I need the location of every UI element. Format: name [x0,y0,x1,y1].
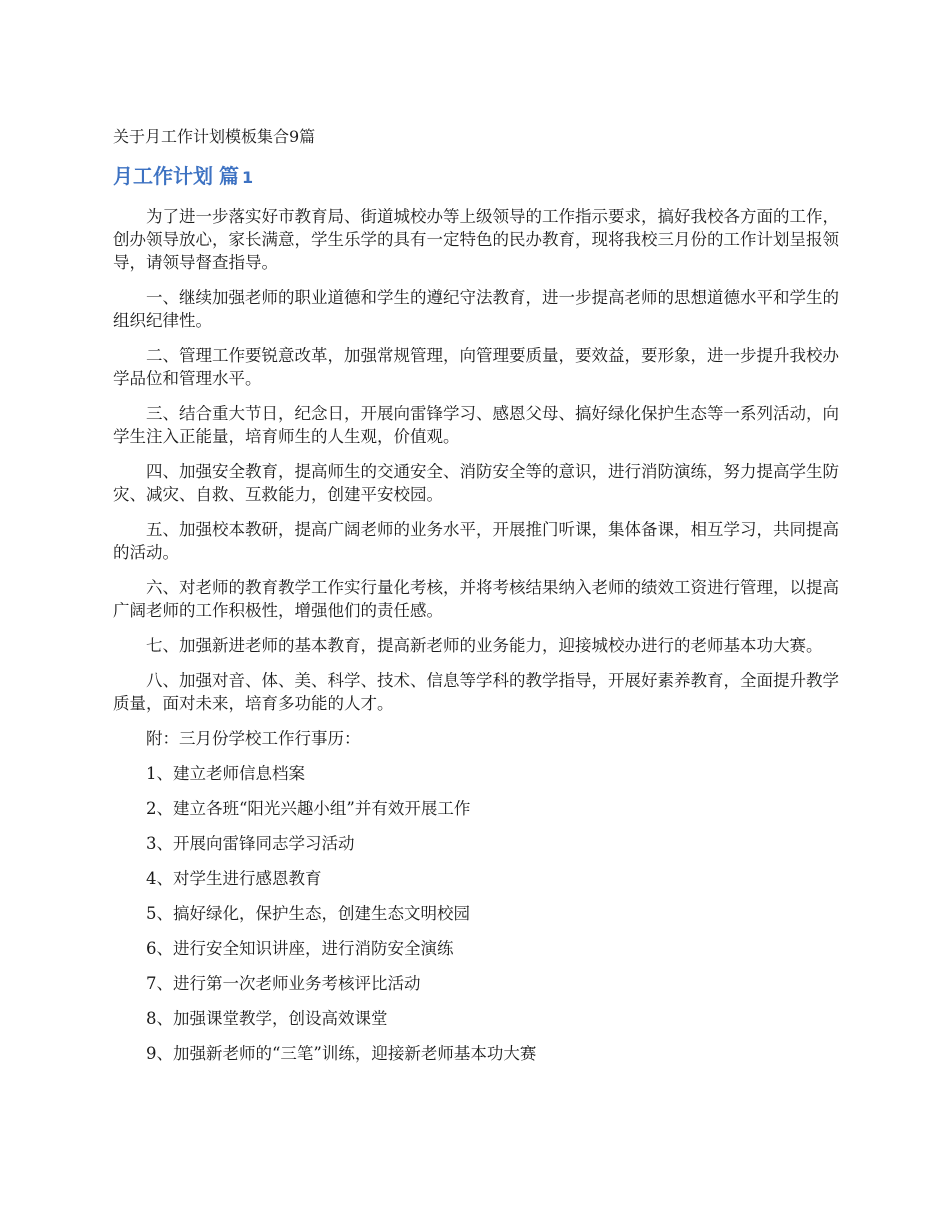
list-item: 1、建立老师信息档案 [146,764,305,783]
intro-paragraph: 为了进一步落实好市教育局、街道城校办等上级领导的工作指示要求，搞好我校各方面的工作，创办领导放心，家长满意，学生乐学的具有一定特色的民办教育，现将我校三月份的工作计划呈报领导，请领导督查指导。 [113,207,839,272]
heading-number: 1 [242,168,254,187]
list-item: 3、开展向雷锋同志学习活动 [146,834,355,853]
section-heading [113,162,253,192]
document-body [113,205,839,1077]
document-title: 关于月工作计划模板集合9篇 [113,127,316,146]
plan-paragraph-2: 二、管理工作要锐意改革，加强常规管理，向管理要质量，要效益，要形象，进一步提升我校办学品位和管理水平。 [113,346,839,388]
list-item: 2、建立各班“阳光兴趣小组”并有效开展工作 [146,799,471,818]
list-item: 6、进行安全知识讲座，进行消防安全演练 [146,939,454,958]
list-item: 9、加强新老师的“三笔”训练，迎接新老师基本功大赛 [146,1044,537,1063]
plan-paragraph-4: 四、加强安全教育，提高师生的交通安全、消防安全等的意识，进行消防演练，努力提高学生防灾、减灾、自救、互救能力，创建平安校园。 [113,462,839,504]
appendix-label: 附：三月份学校工作行事历： [146,729,361,748]
plan-paragraph-5: 五、加强校本教研，提高广阔老师的业务水平，开展推门听课，集体备课，相互学习，共同提高的活动。 [113,520,839,562]
list-item: 4、对学生进行感恩教育 [146,869,322,888]
list-item: 7、进行第一次老师业务考核评比活动 [146,974,421,993]
heading-suffix: 篇 [219,164,239,188]
plan-paragraph-6: 六、对老师的教育教学工作实行量化考核，并将考核结果纳入老师的绩效工资进行管理，以提高广阔老师的工作积极性，增强他们的责任感。 [113,578,839,620]
plan-paragraph-1: 一、继续加强老师的职业道德和学生的遵纪守法教育，进一步提高老师的思想道德水平和学生的组织纪律性。 [113,288,839,330]
heading-main: 月工作计划 [113,164,213,188]
plan-paragraph-8: 八、加强对音、体、美、科学、技术、信息等学科的教学指导，开展好素养教育，全面提升教学质量，面对未来，培育多功能的人才。 [113,671,839,713]
plan-paragraph-7: 七、加强新进老师的基本教育，提高新老师的业务能力，迎接城校办进行的老师基本功大赛。 [146,636,823,655]
plan-paragraph-3: 三、结合重大节日，纪念日，开展向雷锋学习、感恩父母、搞好绿化保护生态等一系列活动，向学生注入正能量，培育师生的人生观，价值观。 [113,404,839,446]
list-item: 8、加强课堂教学，创设高效课堂 [146,1009,388,1028]
list-item: 5、搞好绿化，保护生态，创建生态文明校园 [146,904,470,923]
